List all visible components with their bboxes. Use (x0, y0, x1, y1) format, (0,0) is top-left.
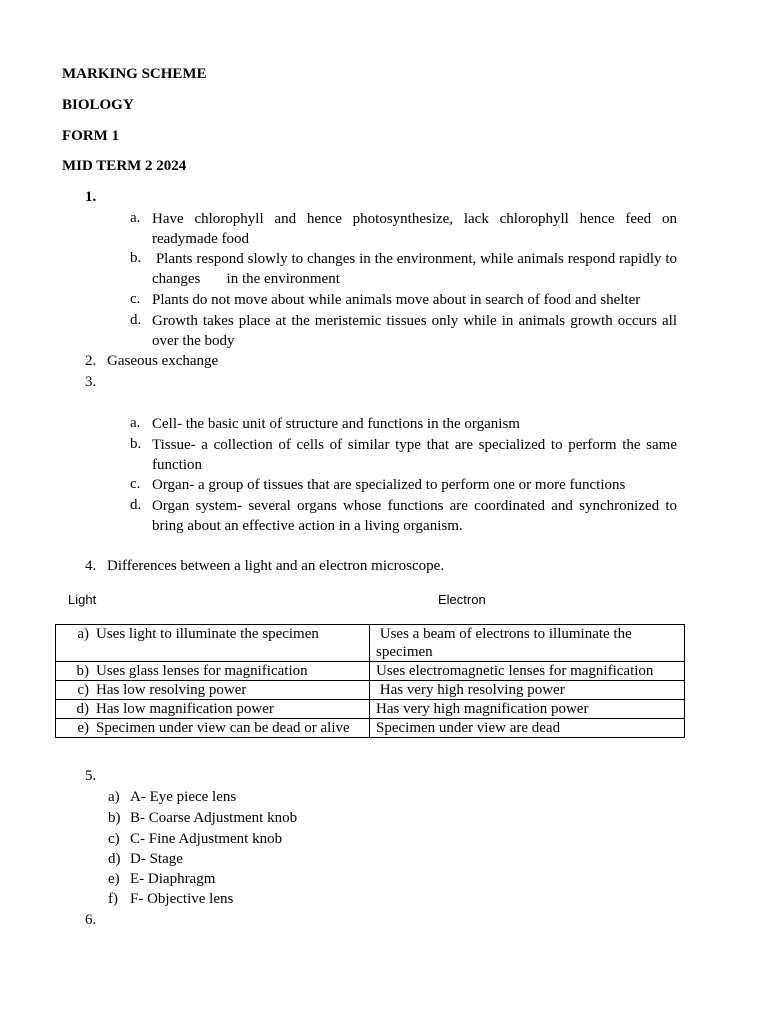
row-marker: e) (77, 720, 89, 736)
q3-marker-a: a. (130, 415, 141, 431)
q1-answer-d: Growth takes place at the meristemic tissues only while in animals growth occurs all over the body (152, 313, 677, 349)
electron-text: Uses electromagnetic lenses for magnification (376, 663, 654, 679)
q3-answer-c: Organ- a group of tissues that are specialized to perform one or more functions (152, 477, 626, 493)
light-text: Uses glass lenses for magnification (96, 663, 308, 679)
q5-marker-c: c) (108, 831, 120, 847)
electron-text: Uses a beam of electrons to illuminate the specimen (376, 626, 636, 660)
q3-answer-b: Tissue- a collection of cells of similar type that are specialized to perform the same function (152, 437, 677, 473)
column-header-electron: Electron (438, 592, 486, 607)
table-row (56, 625, 685, 662)
q1-marker-b: b. (130, 250, 142, 266)
q5-part-c: C- Fine Adjustment knob (130, 831, 283, 847)
q4-prompt: Differences between a light and an electron microscope. (107, 558, 445, 574)
q5-part-b: B- Coarse Adjustment knob (130, 810, 298, 826)
q1-answer-b: Plants respond slowly to changes in the environment, while animals respond rapidly to changes in the environment (152, 251, 681, 287)
light-cell (56, 625, 370, 662)
doc-title: MARKING SCHEME (62, 66, 207, 82)
light-text: Has low magnification power (96, 701, 274, 717)
form-heading: FORM 1 (62, 128, 120, 144)
q5-number: 5. (85, 768, 97, 784)
subject-heading: BIOLOGY (62, 97, 134, 113)
electron-cell (370, 662, 685, 681)
q3-marker-c: c. (130, 476, 141, 492)
electron-text: Has very high magnification power (376, 701, 589, 717)
microscope-comparison-table (55, 624, 685, 738)
table-row (56, 700, 685, 719)
q5-part-e: E- Diaphragm (130, 871, 216, 887)
q5-marker-b: b) (108, 810, 121, 826)
q3-marker-b: b. (130, 436, 142, 452)
q1-marker-c: c. (130, 291, 141, 307)
table-row (56, 719, 685, 738)
q5-marker-e: e) (108, 871, 120, 887)
light-cell (56, 681, 370, 700)
q5-marker-f: f) (108, 891, 118, 907)
light-cell (56, 719, 370, 738)
electron-text: Has very high resolving power (376, 682, 565, 698)
q1-answer-a: Have chlorophyll and hence photosynthesize, lack chlorophyll hence feed on readymade food (152, 211, 677, 247)
row-marker: b) (76, 663, 89, 679)
q1-marker-a: a. (130, 210, 141, 226)
q3-answer-a: Cell- the basic unit of structure and functions in the organism (152, 416, 520, 432)
electron-text: Specimen under view are dead (376, 720, 561, 736)
q5-marker-d: d) (108, 851, 121, 867)
row-marker: a) (77, 626, 89, 642)
electron-cell (370, 681, 685, 700)
electron-cell (370, 719, 685, 738)
q6-number: 6. (85, 912, 97, 928)
light-cell (56, 700, 370, 719)
row-marker: c) (77, 682, 89, 698)
column-header-light: Light (68, 592, 97, 607)
q1-number: 1. (85, 189, 97, 205)
q5-part-f: F- Objective lens (130, 891, 234, 907)
electron-cell (370, 700, 685, 719)
row-marker: d) (76, 701, 89, 717)
q1-answer-c: Plants do not move about while animals move about in search of food and shelter (152, 292, 641, 308)
table-row (56, 681, 685, 700)
table-row (56, 662, 685, 681)
light-text: Uses light to illuminate the specimen (96, 626, 319, 642)
q3-marker-d: d. (130, 497, 142, 513)
q1-marker-d: d. (130, 312, 142, 328)
q3-answer-d: Organ system- several organs whose functions are coordinated and synchronized to bring about an effective action in a living organism. (152, 498, 677, 534)
q2-answer: Gaseous exchange (107, 353, 219, 369)
q4-number: 4. (85, 558, 97, 574)
q2-number: 2. (85, 353, 97, 369)
light-cell (56, 662, 370, 681)
q5-part-a: A- Eye piece lens (130, 789, 237, 805)
q5-marker-a: a) (108, 789, 120, 805)
q3-number: 3. (85, 374, 97, 390)
exam-heading: MID TERM 2 2024 (62, 158, 187, 174)
q5-part-d: D- Stage (130, 851, 183, 867)
light-text: Specimen under view can be dead or alive (96, 720, 350, 736)
electron-cell (370, 625, 685, 662)
light-text: Has low resolving power (96, 682, 247, 698)
